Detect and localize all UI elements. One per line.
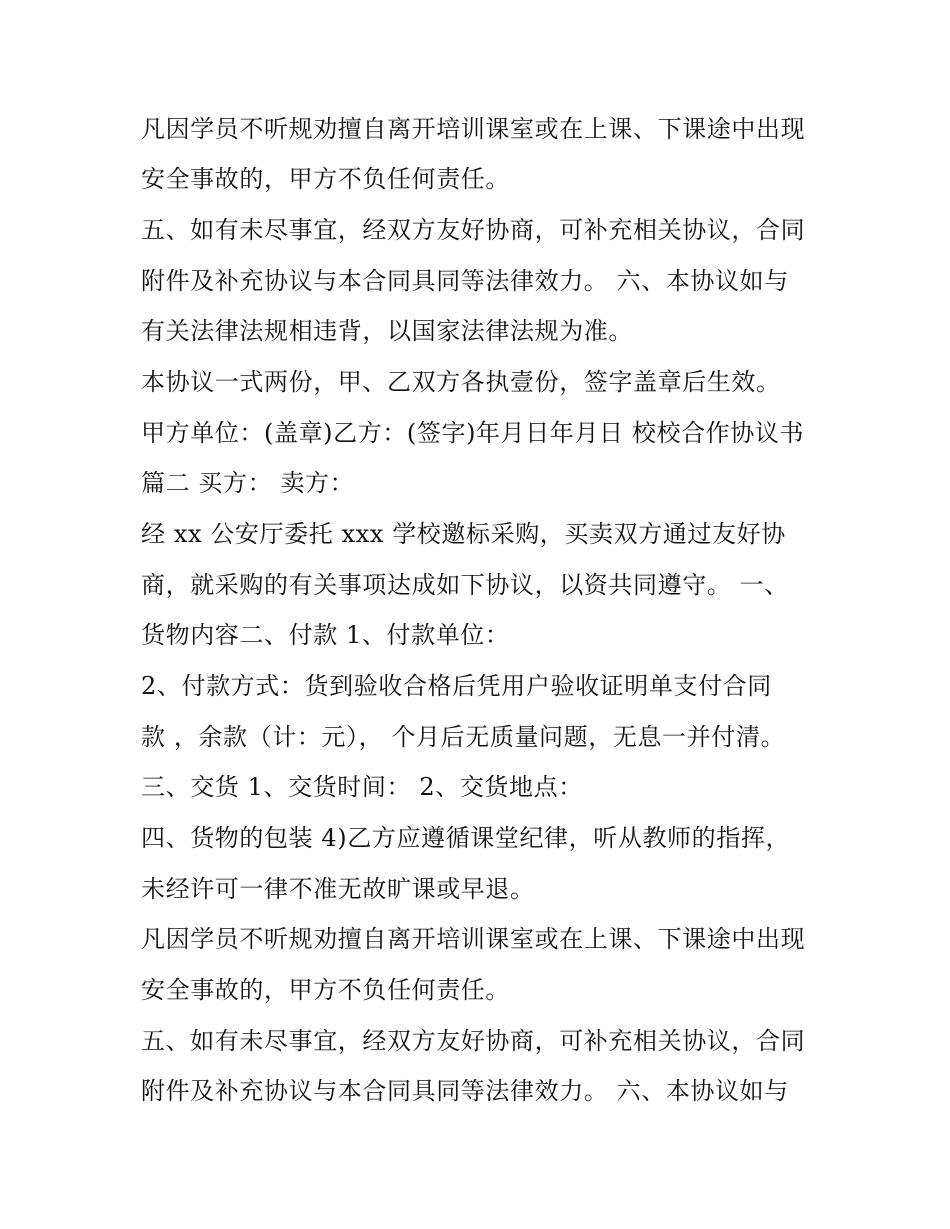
text-line: 有关法律法规相违背，以国家法律法规为准。	[141, 317, 633, 345]
text-line: 凡因学员不听规劝擅自离开培训课室或在上课、下课途中出现	[141, 115, 806, 143]
text-line: 商，就采购的有关事项达成如下协议，以资共同遵守。 一、	[141, 571, 789, 599]
text-line: 未经许可一律不准无故旷课或早退。	[141, 875, 535, 903]
text-line: 五、如有未尽事宜，经双方友好协商，可补充相关协议，合同	[141, 1027, 806, 1055]
text-line: 安全事故的，甲方不负任何责任。	[141, 165, 510, 193]
text-line: 三、交货 1、交货时间： 2、交货地点：	[141, 773, 583, 801]
text-line: 篇二 买方： 卖方：	[141, 469, 355, 497]
text-line: 货物内容二、付款 1、付款单位：	[141, 621, 510, 649]
text-line: 经 xx 公安厅委托 xxx 学校邀标采购，买卖双方通过友好协	[141, 520, 786, 548]
text-line: 附件及补充协议与本合同具同等法律效力。 六、本协议如与	[141, 267, 789, 295]
text-line: 五、如有未尽事宜，经双方友好协商，可补充相关协议，合同	[141, 216, 806, 244]
text-line: 安全事故的，甲方不负任何责任。	[141, 976, 510, 1004]
text-line: 2、付款方式：货到验收合格后凭用户验收证明单支付合同	[141, 672, 772, 700]
text-line: 四、货物的包装 4)乙方应遵循课堂纪律，听从教师的指挥，	[141, 824, 791, 852]
text-line: 甲方单位：(盖章)乙方：(签字)年月日年月日 校校合作协议书	[141, 419, 805, 447]
text-line: 附件及补充协议与本合同具同等法律效力。 六、本协议如与	[141, 1077, 789, 1105]
text-line: 凡因学员不听规劝擅自离开培训课室或在上课、下课途中出现	[141, 925, 806, 953]
text-line: 本协议一式两份，甲、乙双方各执壹份，签字盖章后生效。	[141, 368, 781, 396]
text-line: 款 ，余款（计：元）， 个月后无质量问题，无息一并付清。	[141, 723, 786, 751]
